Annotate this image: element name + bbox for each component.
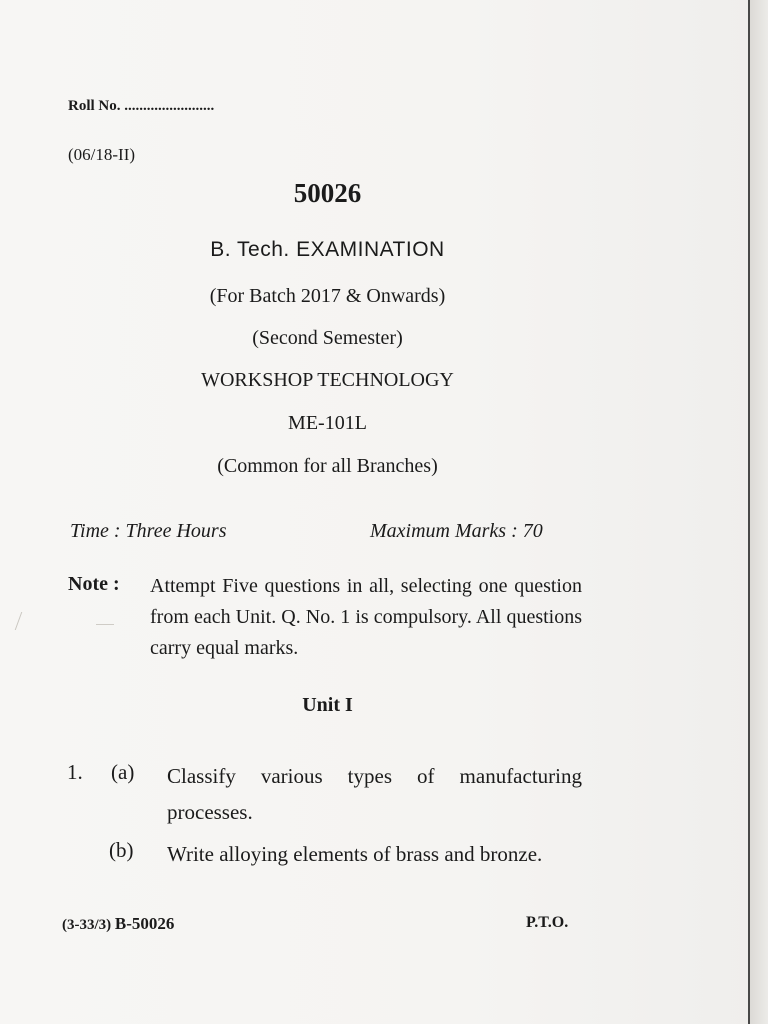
footer-code: (3-33/3) [62,917,112,933]
unit-heading: Unit I [302,694,353,716]
scan-mark [15,612,37,630]
subject-code: ME-101L [288,412,367,434]
time-allowed: Time : Three Hours [70,520,227,542]
subject-title: WORKSHOP TECHNOLOGY [201,369,454,391]
exam-title: B. Tech. EXAMINATION [210,238,445,261]
pto-mark: P.T.O. [526,914,569,931]
note-label: Note : [68,573,120,595]
common-line: (Common for all Branches) [217,455,438,477]
roll-number-field: Roll No. ........................ [68,98,215,114]
note-text: Attempt Five questions in all, selecting one question from each Unit. Q. No. 1 is compulsory. All questions carry equal marks. [150,575,582,659]
paper-code: (06/18-II) [68,145,136,164]
question-number: 1. [67,760,83,784]
batch-line: (For Batch 2017 & Onwards) [209,285,446,307]
footer-paper-ref: B-50026 [114,914,175,933]
footer-reference [62,914,174,934]
question-part-text: Write alloying elements of brass and bronze. [167,842,543,866]
maximum-marks: Maximum Marks : 70 [370,520,543,542]
question-part-label: (a) [111,760,135,784]
scan-mark [96,624,114,625]
semester-line: (Second Semester) [252,327,403,349]
question-part-text: Classify various types of manufacturing processes. [167,764,582,824]
page-edge-shadow [750,0,768,1024]
question-part-label: (b) [109,838,134,862]
paper-number: 50026 [293,178,362,208]
